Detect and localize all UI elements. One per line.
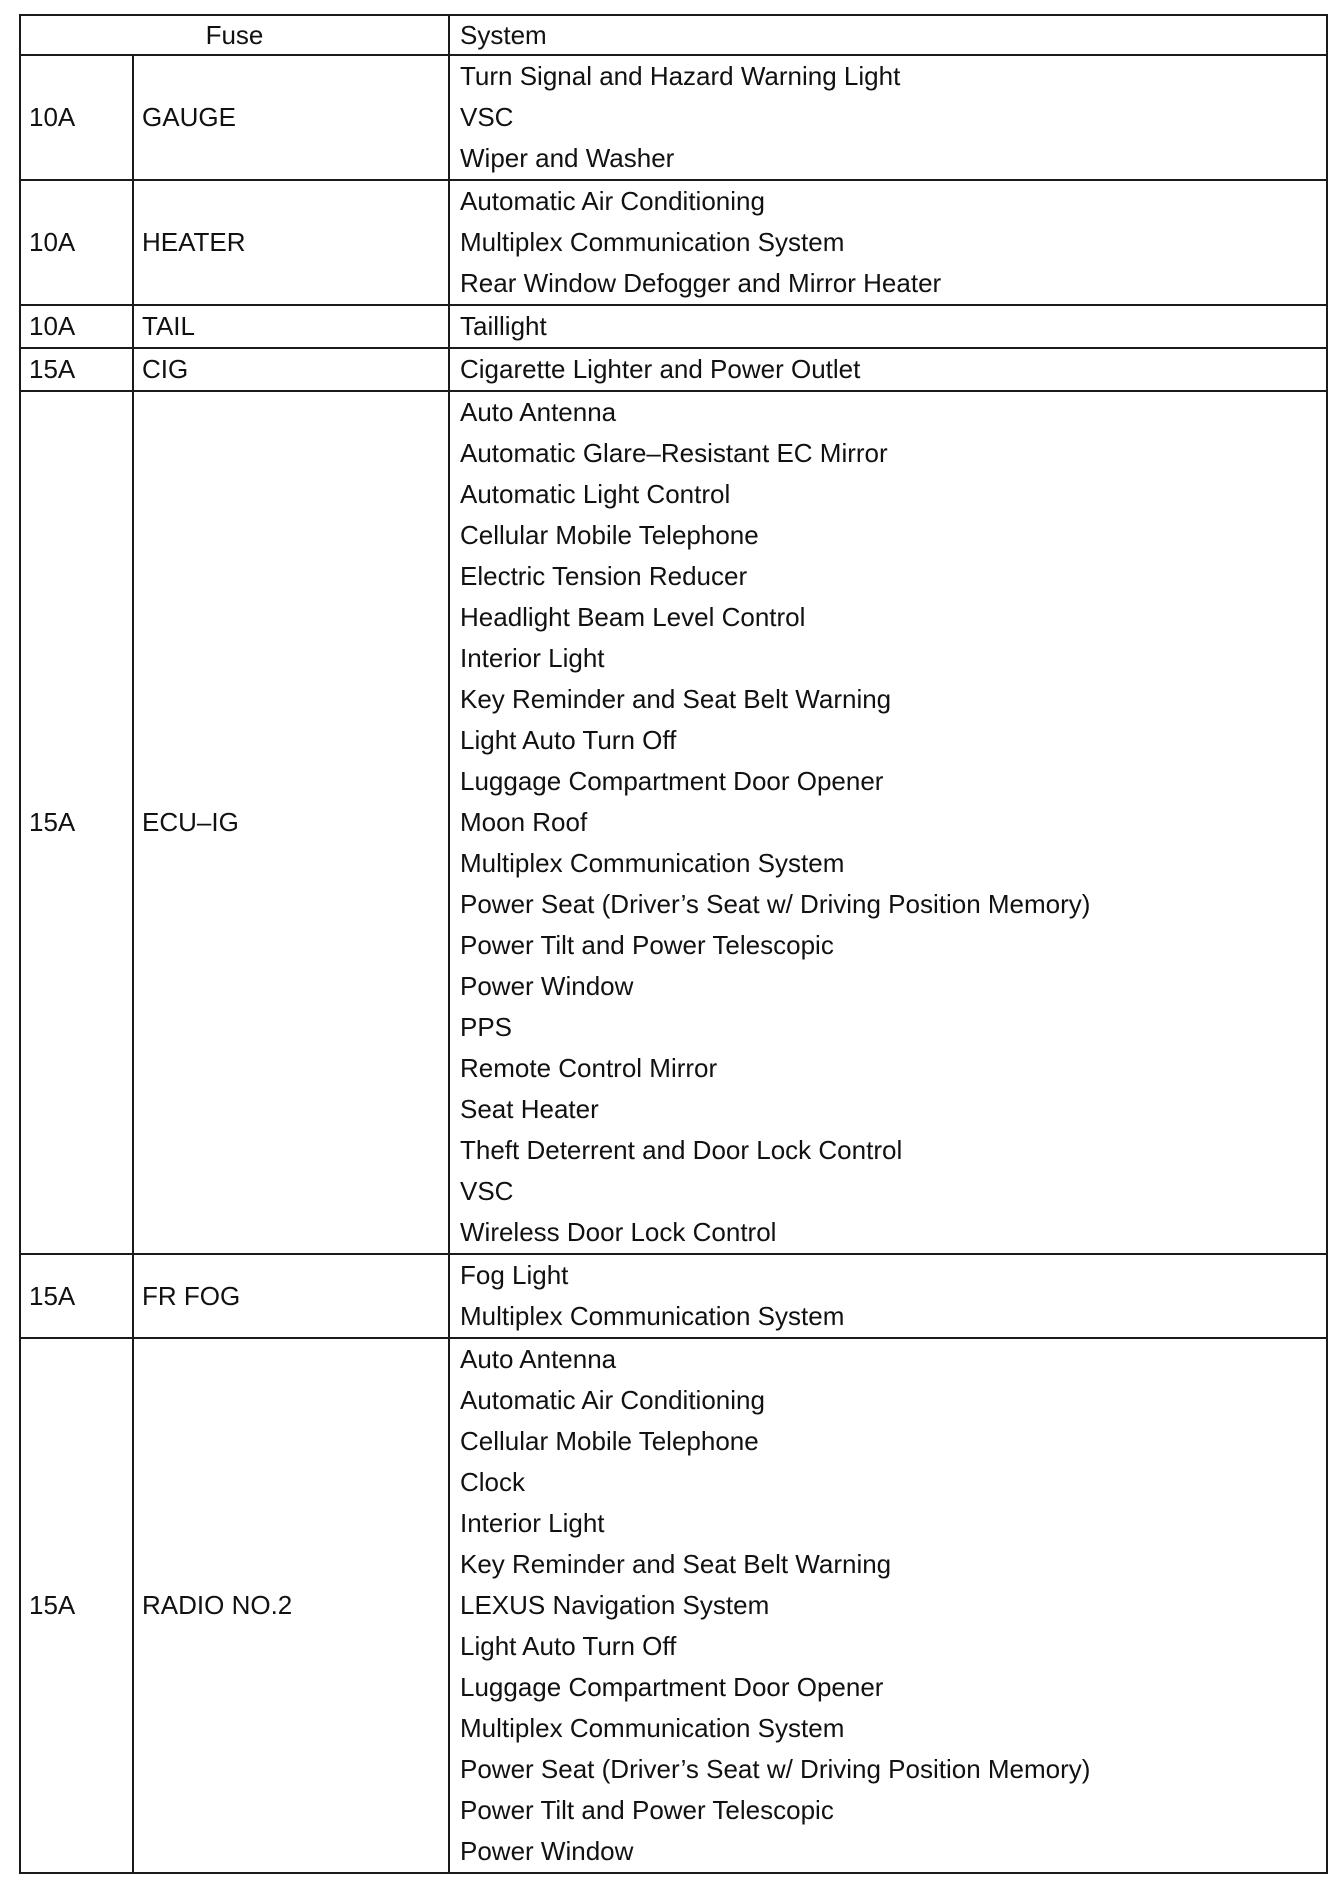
system-item: LEXUS Navigation System bbox=[460, 1590, 770, 1620]
system-item: PPS bbox=[460, 1012, 513, 1042]
fuse-name: RADIO NO.2 bbox=[133, 1338, 449, 1873]
fuse-systems bbox=[449, 180, 1327, 305]
fuse-row bbox=[20, 180, 1327, 305]
system-item: VSC bbox=[460, 1176, 514, 1206]
system-item: Power Window bbox=[460, 971, 634, 1001]
fuse-row bbox=[20, 55, 1327, 180]
fuse-systems bbox=[449, 305, 1327, 348]
system-item: Theft Deterrent and Door Lock Control bbox=[460, 1135, 903, 1165]
system-item: Power Seat (Driver’s Seat w/ Driving Position Memory) bbox=[460, 1754, 1091, 1784]
system-item: Cellular Mobile Telephone bbox=[460, 520, 759, 550]
fuse-row bbox=[20, 1254, 1327, 1338]
header-system: System bbox=[449, 15, 1327, 55]
system-item: Multiplex Communication System bbox=[460, 1301, 845, 1331]
fuse-table bbox=[19, 14, 1328, 1874]
system-item: Moon Roof bbox=[460, 807, 588, 837]
system-item: Multiplex Communication System bbox=[460, 1713, 845, 1743]
fuse-amperage: 15A bbox=[20, 1338, 133, 1873]
fuse-name: GAUGE bbox=[133, 55, 449, 180]
header-fuse: Fuse bbox=[20, 15, 449, 55]
system-item: Key Reminder and Seat Belt Warning bbox=[460, 1549, 892, 1579]
fuse-name: CIG bbox=[133, 348, 449, 391]
system-item: Power Seat (Driver’s Seat w/ Driving Position Memory) bbox=[460, 889, 1091, 919]
fuse-amperage: 15A bbox=[20, 1254, 133, 1338]
system-item: Turn Signal and Hazard Warning Light bbox=[460, 61, 901, 91]
fuse-systems bbox=[449, 348, 1327, 391]
system-item: Wireless Door Lock Control bbox=[460, 1217, 777, 1247]
system-item: Electric Tension Reducer bbox=[460, 561, 748, 591]
system-item: Multiplex Communication System bbox=[460, 227, 845, 257]
system-item: Automatic Air Conditioning bbox=[460, 1385, 765, 1415]
system-item: Light Auto Turn Off bbox=[460, 1631, 677, 1661]
system-item: Light Auto Turn Off bbox=[460, 725, 677, 755]
fuse-row bbox=[20, 1338, 1327, 1873]
system-item: Power Tilt and Power Telescopic bbox=[460, 930, 834, 960]
system-item: Taillight bbox=[460, 311, 547, 341]
system-item: Automatic Air Conditioning bbox=[460, 186, 765, 216]
system-item: Automatic Light Control bbox=[460, 479, 731, 509]
fuse-amperage: 10A bbox=[20, 180, 133, 305]
fuse-systems bbox=[449, 391, 1327, 1254]
fuse-row bbox=[20, 348, 1327, 391]
system-item: Key Reminder and Seat Belt Warning bbox=[460, 684, 892, 714]
fuse-amperage: 15A bbox=[20, 391, 133, 1254]
fuse-amperage: 10A bbox=[20, 55, 133, 180]
system-item: Power Window bbox=[460, 1836, 634, 1866]
system-item: Rear Window Defogger and Mirror Heater bbox=[460, 268, 942, 298]
system-item: Fog Light bbox=[460, 1260, 569, 1290]
system-item: Luggage Compartment Door Opener bbox=[460, 1672, 884, 1702]
system-item: Remote Control Mirror bbox=[460, 1053, 718, 1083]
system-item: Clock bbox=[460, 1467, 526, 1497]
system-item: Multiplex Communication System bbox=[460, 848, 845, 878]
system-item: Auto Antenna bbox=[460, 397, 617, 427]
fuse-row bbox=[20, 391, 1327, 1254]
system-item: Seat Heater bbox=[460, 1094, 599, 1124]
fuse-name: HEATER bbox=[133, 180, 449, 305]
fuse-name: ECU–IG bbox=[133, 391, 449, 1254]
system-item: Headlight Beam Level Control bbox=[460, 602, 806, 632]
fuse-name: FR FOG bbox=[133, 1254, 449, 1338]
system-item: VSC bbox=[460, 102, 514, 132]
system-item: Cellular Mobile Telephone bbox=[460, 1426, 759, 1456]
system-item: Cigarette Lighter and Power Outlet bbox=[460, 354, 861, 384]
system-item: Luggage Compartment Door Opener bbox=[460, 766, 884, 796]
system-item: Auto Antenna bbox=[460, 1344, 617, 1374]
system-item: Power Tilt and Power Telescopic bbox=[460, 1795, 834, 1825]
system-item: Automatic Glare–Resistant EC Mirror bbox=[460, 438, 888, 468]
fuse-amperage: 15A bbox=[20, 348, 133, 391]
fuse-table-body bbox=[20, 15, 1327, 1873]
system-item: Interior Light bbox=[460, 1508, 605, 1538]
fuse-systems bbox=[449, 1254, 1327, 1338]
fuse-systems bbox=[449, 55, 1327, 180]
fuse-systems bbox=[449, 1338, 1327, 1873]
fuse-row bbox=[20, 305, 1327, 348]
fuse-amperage: 10A bbox=[20, 305, 133, 348]
system-item: Interior Light bbox=[460, 643, 605, 673]
fuse-name: TAIL bbox=[133, 305, 449, 348]
header-row bbox=[20, 15, 1327, 55]
system-item: Wiper and Washer bbox=[460, 143, 675, 173]
